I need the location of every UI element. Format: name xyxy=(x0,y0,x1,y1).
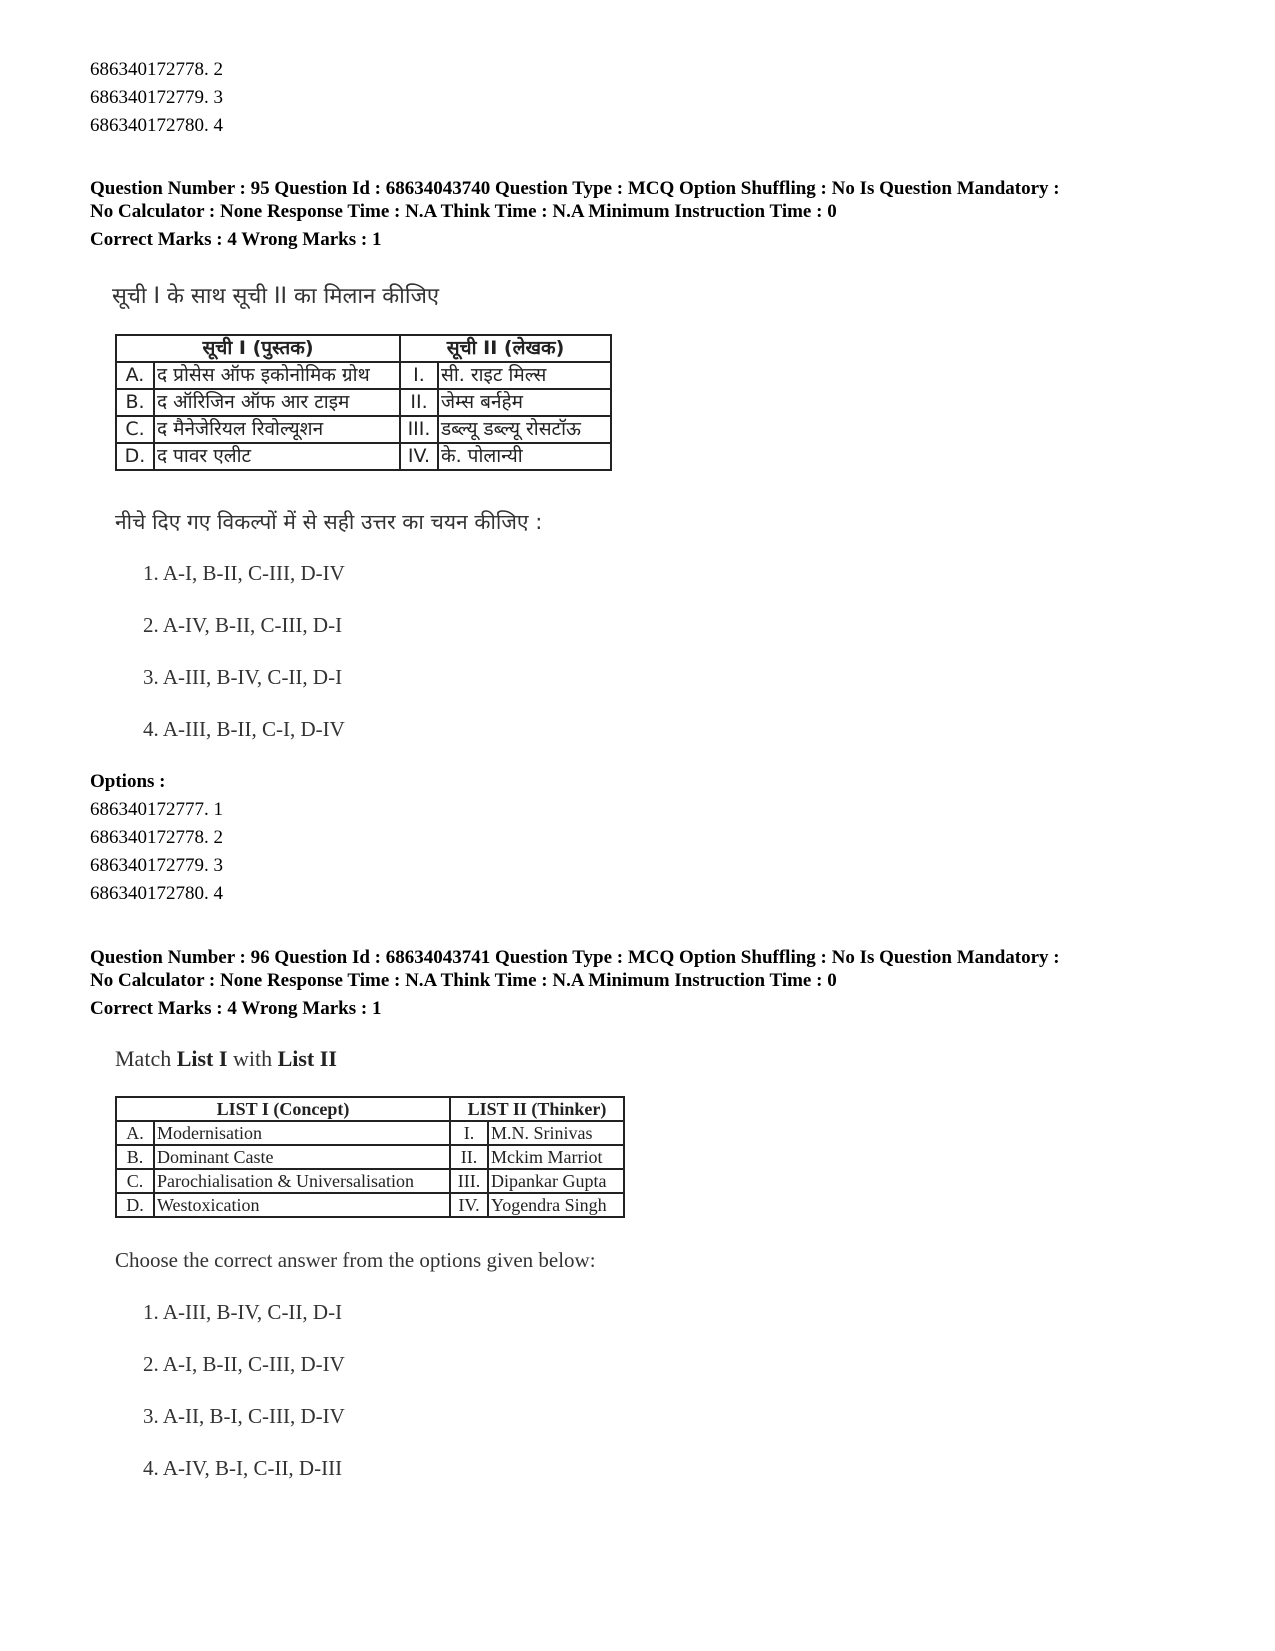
q96-instruction: Choose the correct answer from the options given below: xyxy=(115,1248,596,1272)
row-roman: III. xyxy=(400,416,438,443)
row-roman: II. xyxy=(450,1145,488,1169)
row-roman: I. xyxy=(400,362,438,389)
row-letter: C. xyxy=(116,1169,154,1193)
q96-prompt-list2: List II xyxy=(277,1046,337,1071)
q95-col2-header: सूची II (लेखक) xyxy=(400,335,611,362)
q95-col1-header: सूची I (पुस्तक) xyxy=(116,335,400,362)
row-roman: I. xyxy=(450,1121,488,1145)
q95-match-table-wrap xyxy=(115,334,612,471)
row-match: Dipankar Gupta xyxy=(488,1169,624,1193)
q95-choice: 3. A-III, B-IV, C-II, D-I xyxy=(143,665,343,689)
row-match: डब्ल्यू डब्ल्यू रोसटॉऊ xyxy=(438,416,611,443)
option-line: 686340172778. 2 xyxy=(90,59,223,80)
q96-match-table-wrap xyxy=(115,1096,625,1218)
q95-options-label: Options : xyxy=(90,771,166,792)
q95-choice: 1. A-I, B-II, C-III, D-IV xyxy=(143,561,345,585)
row-match: Yogendra Singh xyxy=(488,1193,624,1217)
q96-match-table xyxy=(115,1096,625,1218)
q96-choice: 2. A-I, B-II, C-III, D-IV xyxy=(143,1352,345,1376)
option-line: 686340172779. 3 xyxy=(90,87,223,108)
option-line: 686340172780. 4 xyxy=(90,115,223,136)
q96-prompt-list1: List I xyxy=(176,1046,228,1071)
row-letter: A. xyxy=(116,1121,154,1145)
q96-choice: 4. A-IV, B-I, C-II, D-III xyxy=(143,1456,343,1480)
table-row xyxy=(116,1121,624,1145)
q96-prompt-text: Match xyxy=(115,1046,177,1071)
row-roman: III. xyxy=(450,1169,488,1193)
row-letter: B. xyxy=(116,389,154,416)
q95-question-image xyxy=(112,280,439,310)
option-line: 686340172780. 4 xyxy=(90,883,223,904)
q96-col1-header: LIST I (Concept) xyxy=(116,1097,450,1121)
row-item: Westoxication xyxy=(154,1193,450,1217)
row-letter: A. xyxy=(116,362,154,389)
table-row xyxy=(116,443,611,470)
option-line: 686340172777. 1 xyxy=(90,799,223,820)
row-item: Parochialisation & Universalisation xyxy=(154,1169,450,1193)
row-letter: D. xyxy=(116,443,154,470)
row-item: द मैनेजेरियल रिवोल्यूशन xyxy=(154,416,400,443)
row-roman: IV. xyxy=(400,443,438,470)
q95-marks: Correct Marks : 4 Wrong Marks : 1 xyxy=(90,229,382,250)
row-item: Dominant Caste xyxy=(154,1145,450,1169)
row-match: के. पोलान्यी xyxy=(438,443,611,470)
row-item: द ऑरिजिन ऑफ आर टाइम xyxy=(154,389,400,416)
q95-match-table xyxy=(115,334,612,471)
row-letter: B. xyxy=(116,1145,154,1169)
row-match: M.N. Srinivas xyxy=(488,1121,624,1145)
row-match: जेम्स बर्नहेम xyxy=(438,389,611,416)
row-match: सी. राइट मिल्स xyxy=(438,362,611,389)
q95-header-line2: No Calculator : None Response Time : N.A Think Time : N.A Minimum Instruction Time : 0 xyxy=(90,201,837,222)
option-line: 686340172778. 2 xyxy=(90,827,223,848)
q95-choice: 4. A-III, B-II, C-I, D-IV xyxy=(143,717,345,741)
option-line: 686340172779. 3 xyxy=(90,855,223,876)
row-roman: II. xyxy=(400,389,438,416)
row-letter: C. xyxy=(116,416,154,443)
row-item: द प्रोसेस ऑफ इकोनोमिक ग्रोथ xyxy=(154,362,400,389)
q96-prompt xyxy=(115,1045,337,1073)
q96-header-line1: Question Number : 96 Question Id : 68634043741 Question Type : MCQ Option Shuffling : No Is Question Mandatory : xyxy=(90,947,1060,968)
row-roman: IV. xyxy=(450,1193,488,1217)
q96-col2-header: LIST II (Thinker) xyxy=(450,1097,624,1121)
q95-header-line1: Question Number : 95 Question Id : 68634043740 Question Type : MCQ Option Shuffling : No Is Question Mandatory : xyxy=(90,178,1060,199)
q96-prompt-text: with xyxy=(227,1046,278,1071)
row-match: Mckim Marriot xyxy=(488,1145,624,1169)
row-letter: D. xyxy=(116,1193,154,1217)
q96-choice: 3. A-II, B-I, C-III, D-IV xyxy=(143,1404,345,1428)
q96-header-line2: No Calculator : None Response Time : N.A Think Time : N.A Minimum Instruction Time : 0 xyxy=(90,970,837,991)
row-item: Modernisation xyxy=(154,1121,450,1145)
table-row xyxy=(116,1145,624,1169)
q95-instruction: नीचे दिए गए विकल्पों में से सही उत्तर का चयन कीजिए : xyxy=(115,510,543,534)
q96-marks: Correct Marks : 4 Wrong Marks : 1 xyxy=(90,998,382,1019)
table-row xyxy=(116,1193,624,1217)
q96-choice: 1. A-III, B-IV, C-II, D-I xyxy=(143,1300,343,1324)
row-item: द पावर एलीट xyxy=(154,443,400,470)
table-row xyxy=(116,1169,624,1193)
table-row xyxy=(116,389,611,416)
table-row xyxy=(116,416,611,443)
table-row xyxy=(116,362,611,389)
q95-prompt: सूची I के साथ सूची II का मिलान कीजिए xyxy=(112,284,440,309)
q95-choice: 2. A-IV, B-II, C-III, D-I xyxy=(143,613,343,637)
